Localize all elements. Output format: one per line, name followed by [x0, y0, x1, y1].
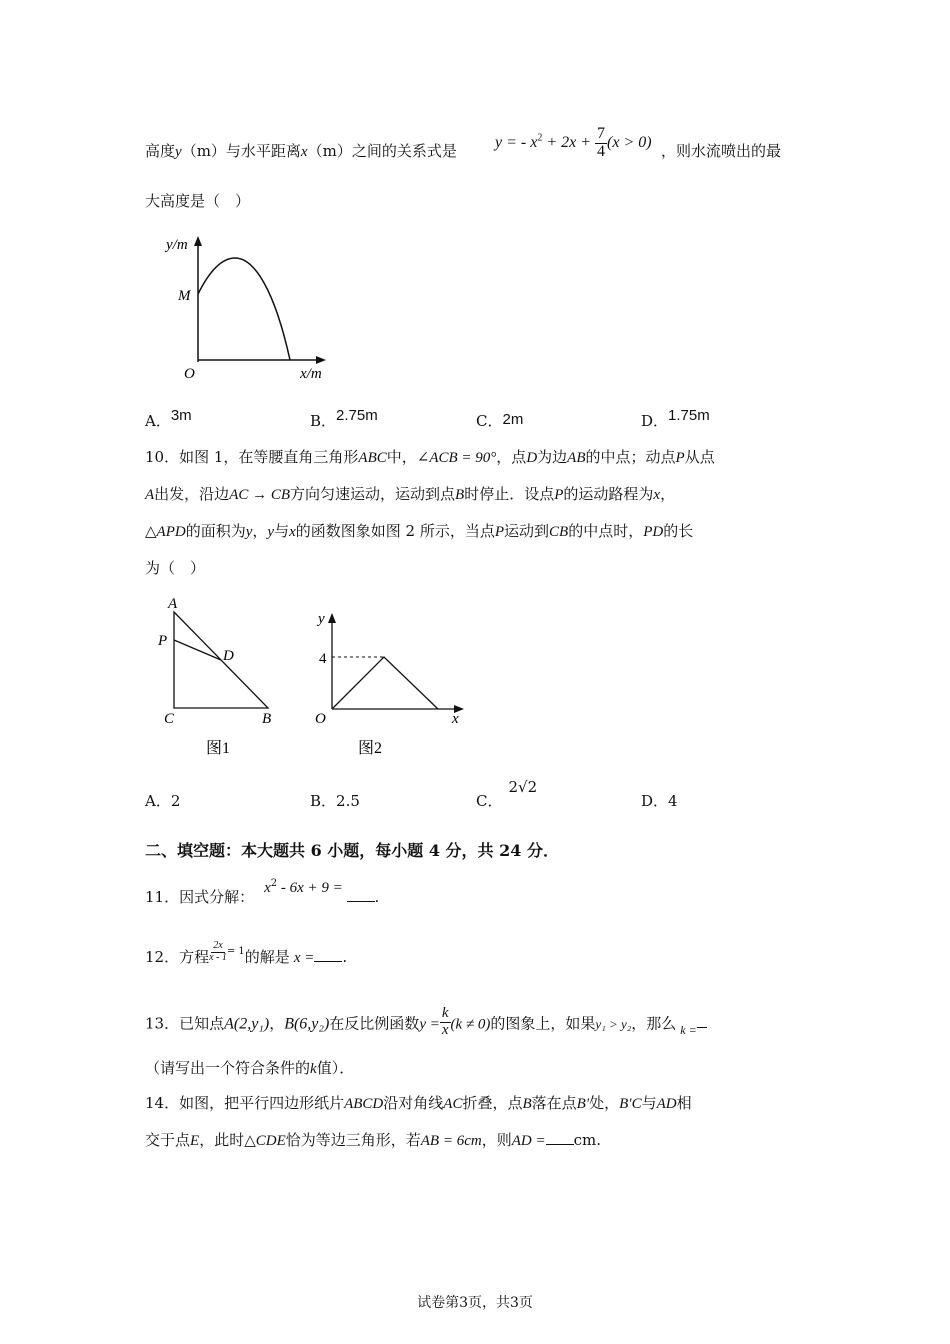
q9-option-a[interactable]: A．3m [145, 407, 192, 430]
q9-line1: 高度y（m）与水平距离x（m）之间的关系式是 [145, 142, 457, 160]
x-axis-arrow [316, 356, 326, 364]
q14-line2: 交于点E，此时△CDE恰为等边三角形，若AB = 6cm，则AD = cm. [145, 1131, 601, 1149]
q11: 11．因式分解： $x^2 - 6x + 9$ = . [145, 878, 380, 906]
q9-line2: 大高度是（ ） [145, 192, 251, 210]
q10-option-c[interactable]: C．2√2 [476, 778, 538, 810]
label-c: C [164, 711, 175, 727]
x-label: x [452, 711, 459, 727]
q13-fraction: $\frac{k}{x}$ [441, 1005, 449, 1038]
figure2-caption: 图2 [358, 740, 383, 757]
q10-line2: A出发，沿边AC → CB方向匀速运动，运动到点B时停止．设点P的运动路程为x， [145, 485, 676, 503]
q14-line1: 14．如图，把平行四边形纸片ABCD沿对角线AC折叠，点B落在点B′处，B′C与AD相 [145, 1094, 692, 1112]
q10-figure1 [150, 590, 290, 765]
q10-option-b[interactable]: B．2.5 [310, 792, 360, 810]
label-a: A [168, 596, 178, 612]
q11-answer-blank[interactable] [347, 901, 375, 902]
q12-fraction: $\frac{2x}{x - 1}$ [209, 940, 227, 963]
q12-answer-blank[interactable] [314, 961, 342, 962]
function-graph [332, 657, 438, 709]
origin-label: O [184, 366, 195, 382]
origin-label: O [315, 711, 326, 727]
q13-answer-blank[interactable] [697, 1027, 707, 1028]
segment-pd [174, 640, 221, 660]
q10-option-a[interactable]: A．2 [145, 792, 181, 810]
q9-option-b[interactable]: B．2.75m [310, 407, 378, 430]
q9-fraction: $\frac{7}{4}$ [597, 125, 606, 160]
m-label: M [178, 288, 191, 304]
parabola-curve [198, 258, 290, 360]
y-axis-arrow [194, 236, 202, 246]
q9-line1-end: ，则水流喷出的最 [661, 142, 782, 160]
q14-answer-blank[interactable] [546, 1144, 574, 1145]
y-axis-arrow [328, 613, 336, 623]
q10-line1: 10．如图 1，在等腰直角三角形ABC中，∠ACB = 90°，点D为边AB的中点；动点P从点 [145, 448, 715, 466]
q10-line4: 为（ ） [145, 559, 206, 577]
y-axis-label: y/m [166, 237, 188, 253]
q13-line2: （请写出一个符合条件的k值）． [145, 1059, 355, 1077]
q9-option-c[interactable]: C．2m [476, 411, 524, 430]
label-d: D [223, 648, 234, 664]
q10-figure2 [310, 605, 470, 765]
y-label: y [318, 611, 325, 627]
section-2-heading: 二、填空题：本大题共 6 小题，每小题 4 分，共 24 分． [145, 841, 559, 860]
q13-line1: 13．已知点A(2,y₁)，B(6,y₂)在反比例函数y = $\frac{k}{x}$ (k ≠ 0)的图象上，如果y₁ > y₂，那么 $_{k =}$ [145, 1008, 707, 1041]
label-p: P [158, 633, 168, 649]
q9-parabola-graph [160, 232, 340, 387]
page-footer: 试卷第3页，共3页 [417, 1295, 533, 1311]
q9-formula: y = - $x^2 + 2x$ + $\frac{7}{4}$ (x > 0) [495, 125, 652, 160]
q12: 12．方程 $\frac{2x}{x - 1}$ $^{= 1}$的解是 x = . [145, 940, 348, 966]
q9-option-d[interactable]: D．1.75m [641, 407, 710, 430]
q10-option-d[interactable]: D．4 [641, 792, 678, 810]
label-b: B [262, 711, 272, 727]
x-axis-label: x/m [300, 366, 322, 382]
q10-line3: △APD的面积为y，y与x的函数图象如图 2 所示，当点P运动到CB的中点时，PD的长 [145, 522, 694, 540]
four-label: 4 [319, 651, 327, 667]
figure1-caption: 图1 [206, 740, 231, 757]
